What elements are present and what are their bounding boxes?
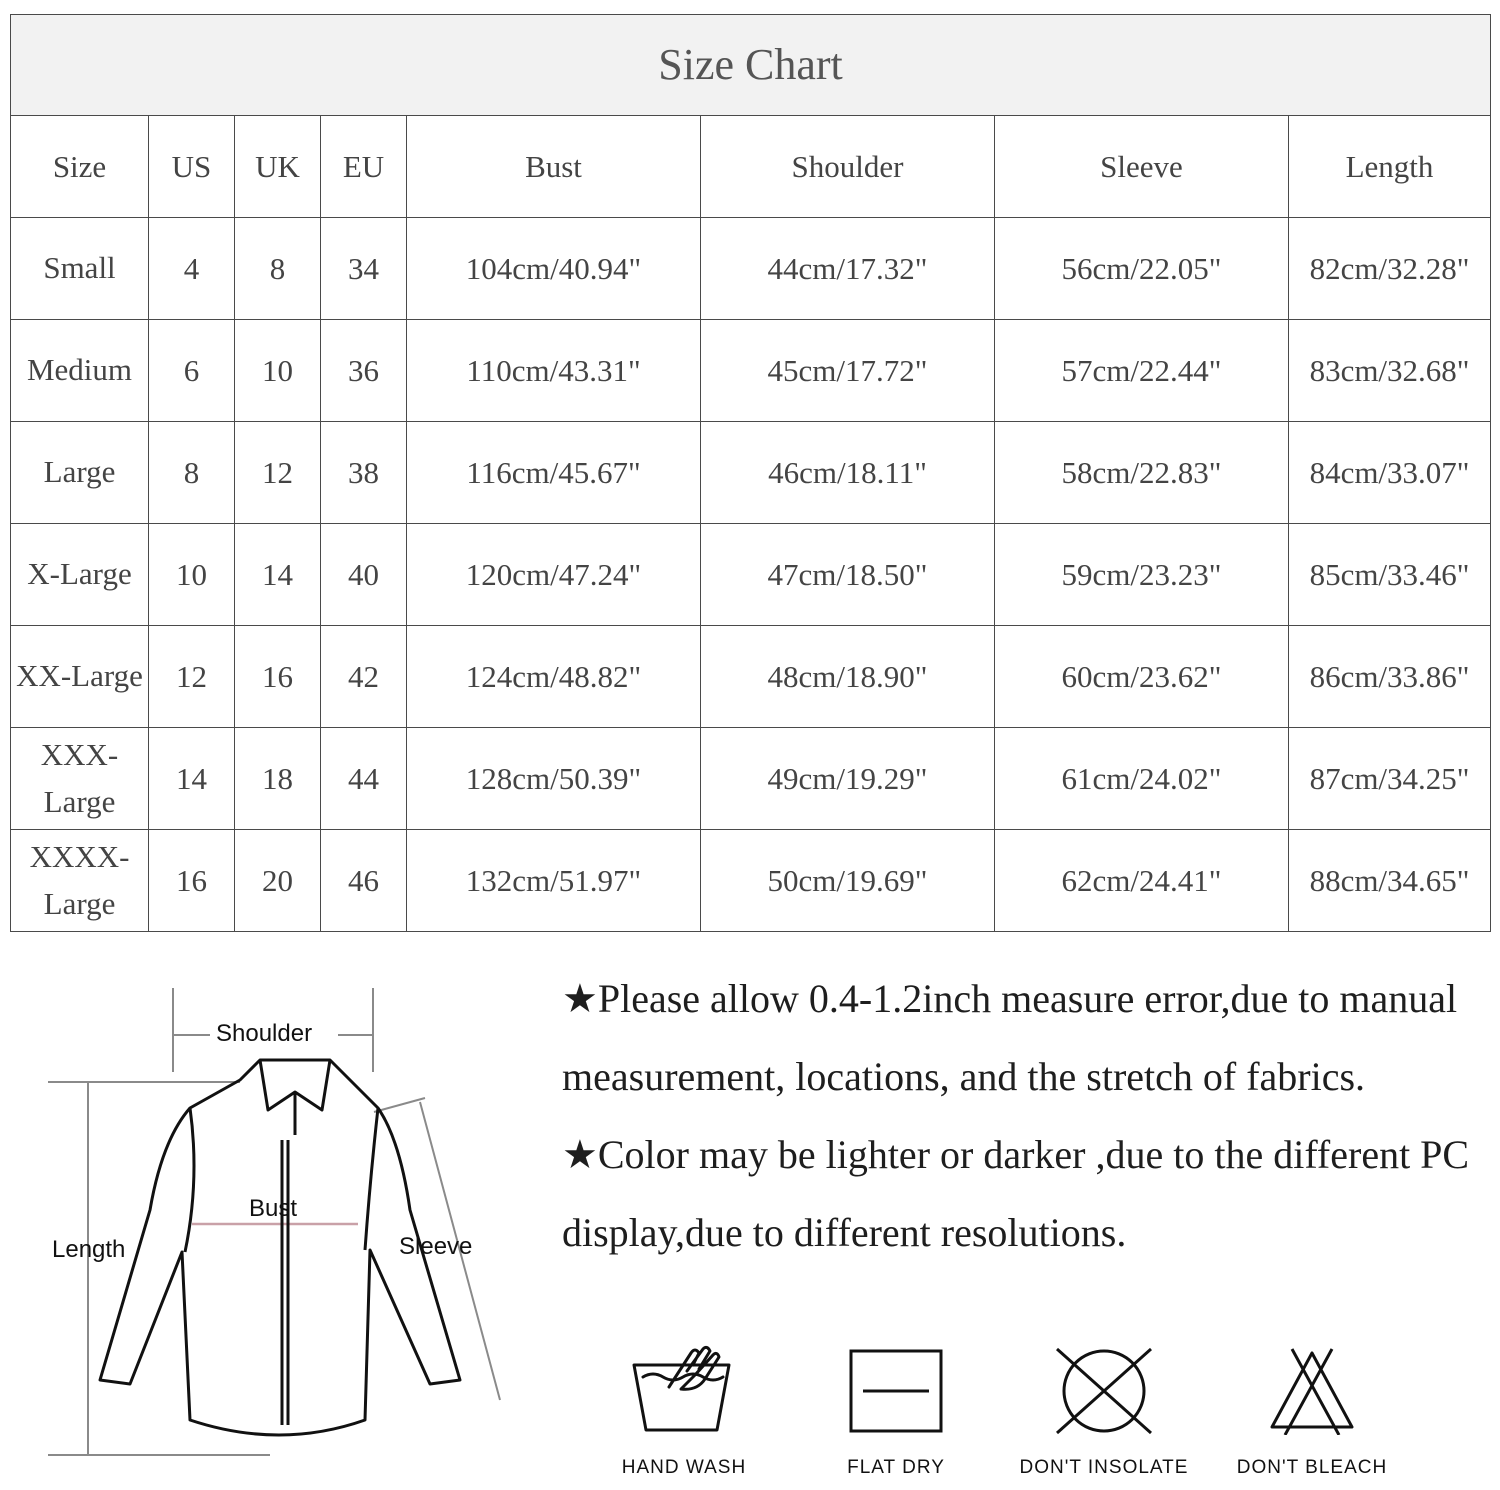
table-cell: 50cm/19.69": [701, 830, 995, 932]
column-header: Bust: [407, 116, 701, 218]
table-cell: 46cm/18.11": [701, 422, 995, 524]
size-cell: Small: [11, 218, 149, 320]
care-label: FLAT DRY: [847, 1457, 945, 1478]
table-row: [11, 422, 1491, 524]
table-cell: 38: [321, 422, 407, 524]
table-cell: 116cm/45.67": [407, 422, 701, 524]
table-row: [11, 320, 1491, 422]
bust-label: Bust: [249, 1195, 298, 1222]
column-header: US: [149, 116, 235, 218]
size-chart-table-wrap: [10, 14, 1490, 932]
size-cell: Medium: [11, 320, 149, 422]
table-cell: 14: [235, 524, 321, 626]
table-cell: 6: [149, 320, 235, 422]
dont-insolate-icon: [1049, 1345, 1159, 1435]
table-cell: 45cm/17.72": [701, 320, 995, 422]
garment-measurement-diagram: [40, 980, 510, 1470]
table-cell: 128cm/50.39": [407, 728, 701, 830]
care-dont-bleach: [1212, 1345, 1412, 1479]
size-cell: XXXX-Large: [11, 830, 149, 932]
table-cell: 48cm/18.90": [701, 626, 995, 728]
dont-bleach-icon: [1257, 1345, 1367, 1435]
table-row: [11, 830, 1491, 932]
table-cell: 124cm/48.82": [407, 626, 701, 728]
table-cell: 104cm/40.94": [407, 218, 701, 320]
column-header: EU: [321, 116, 407, 218]
table-cell: 59cm/23.23": [995, 524, 1289, 626]
table-cell: 88cm/34.65": [1289, 830, 1491, 932]
table-cell: 132cm/51.97": [407, 830, 701, 932]
header-row: [11, 116, 1491, 218]
table-cell: 34: [321, 218, 407, 320]
shirt-outline-icon: [40, 980, 510, 1470]
size-cell: Large: [11, 422, 149, 524]
care-label: DON'T INSOLATE: [1019, 1457, 1189, 1478]
table-cell: 86cm/33.86": [1289, 626, 1491, 728]
length-label: Length: [52, 1236, 126, 1263]
table-cell: 40: [321, 524, 407, 626]
table-row: [11, 524, 1491, 626]
table-cell: 62cm/24.41": [995, 830, 1289, 932]
table-cell: 18: [235, 728, 321, 830]
table-cell: 12: [149, 626, 235, 728]
table-cell: 57cm/22.44": [995, 320, 1289, 422]
care-label: HAND WASH: [621, 1457, 747, 1478]
table-cell: 16: [149, 830, 235, 932]
table-cell: 49cm/19.29": [701, 728, 995, 830]
table-cell: 16: [235, 626, 321, 728]
table-cell: 10: [149, 524, 235, 626]
table-row: [11, 218, 1491, 320]
table-cell: 44: [321, 728, 407, 830]
table-cell: 83cm/32.68": [1289, 320, 1491, 422]
note-color: ★Color may be lighter or darker ,due to the different PC display,due to different resolutions.: [562, 1132, 1470, 1255]
column-header: Size: [11, 116, 149, 218]
care-label: DON'T BLEACH: [1236, 1457, 1388, 1478]
column-header: UK: [235, 116, 321, 218]
table-cell: 8: [149, 422, 235, 524]
table-cell: 110cm/43.31": [407, 320, 701, 422]
size-chart-title: Size Chart: [11, 15, 1491, 116]
table-cell: 36: [321, 320, 407, 422]
table-cell: 82cm/32.28": [1289, 218, 1491, 320]
table-cell: 120cm/47.24": [407, 524, 701, 626]
table-cell: 61cm/24.02": [995, 728, 1289, 830]
size-cell: XX-Large: [11, 626, 149, 728]
table-row: [11, 728, 1491, 830]
table-cell: 87cm/34.25": [1289, 728, 1491, 830]
shoulder-label: Shoulder: [216, 1020, 313, 1047]
sleeve-label: Sleeve: [399, 1233, 473, 1260]
table-cell: 10: [235, 320, 321, 422]
table-cell: 46: [321, 830, 407, 932]
table-cell: 47cm/18.50": [701, 524, 995, 626]
column-header: Shoulder: [701, 116, 995, 218]
flat-dry-icon: [841, 1345, 951, 1435]
table-cell: 85cm/33.46": [1289, 524, 1491, 626]
table-cell: 14: [149, 728, 235, 830]
column-header: Length: [1289, 116, 1491, 218]
table-cell: 12: [235, 422, 321, 524]
table-cell: 20: [235, 830, 321, 932]
table-cell: 58cm/22.83": [995, 422, 1289, 524]
table-cell: 84cm/33.07": [1289, 422, 1491, 524]
size-cell: X-Large: [11, 524, 149, 626]
table-cell: 56cm/22.05": [995, 218, 1289, 320]
size-cell: XXX-Large: [11, 728, 149, 830]
hand-wash-icon: [629, 1345, 739, 1435]
size-chart-table: [10, 14, 1491, 932]
table-cell: 4: [149, 218, 235, 320]
column-header: Sleeve: [995, 116, 1289, 218]
notes: [562, 960, 1487, 1272]
table-cell: 44cm/17.32": [701, 218, 995, 320]
care-flat-dry: [796, 1345, 996, 1479]
care-dont-insolate: [1004, 1345, 1204, 1479]
care-hand-wash: [584, 1345, 784, 1479]
table-cell: 60cm/23.62": [995, 626, 1289, 728]
table-row: [11, 626, 1491, 728]
table-cell: 8: [235, 218, 321, 320]
table-cell: 42: [321, 626, 407, 728]
note-measure-error: ★Please allow 0.4-1.2inch measure error,due to manual measurement, locations, and the stretch of fabrics.: [562, 976, 1458, 1099]
